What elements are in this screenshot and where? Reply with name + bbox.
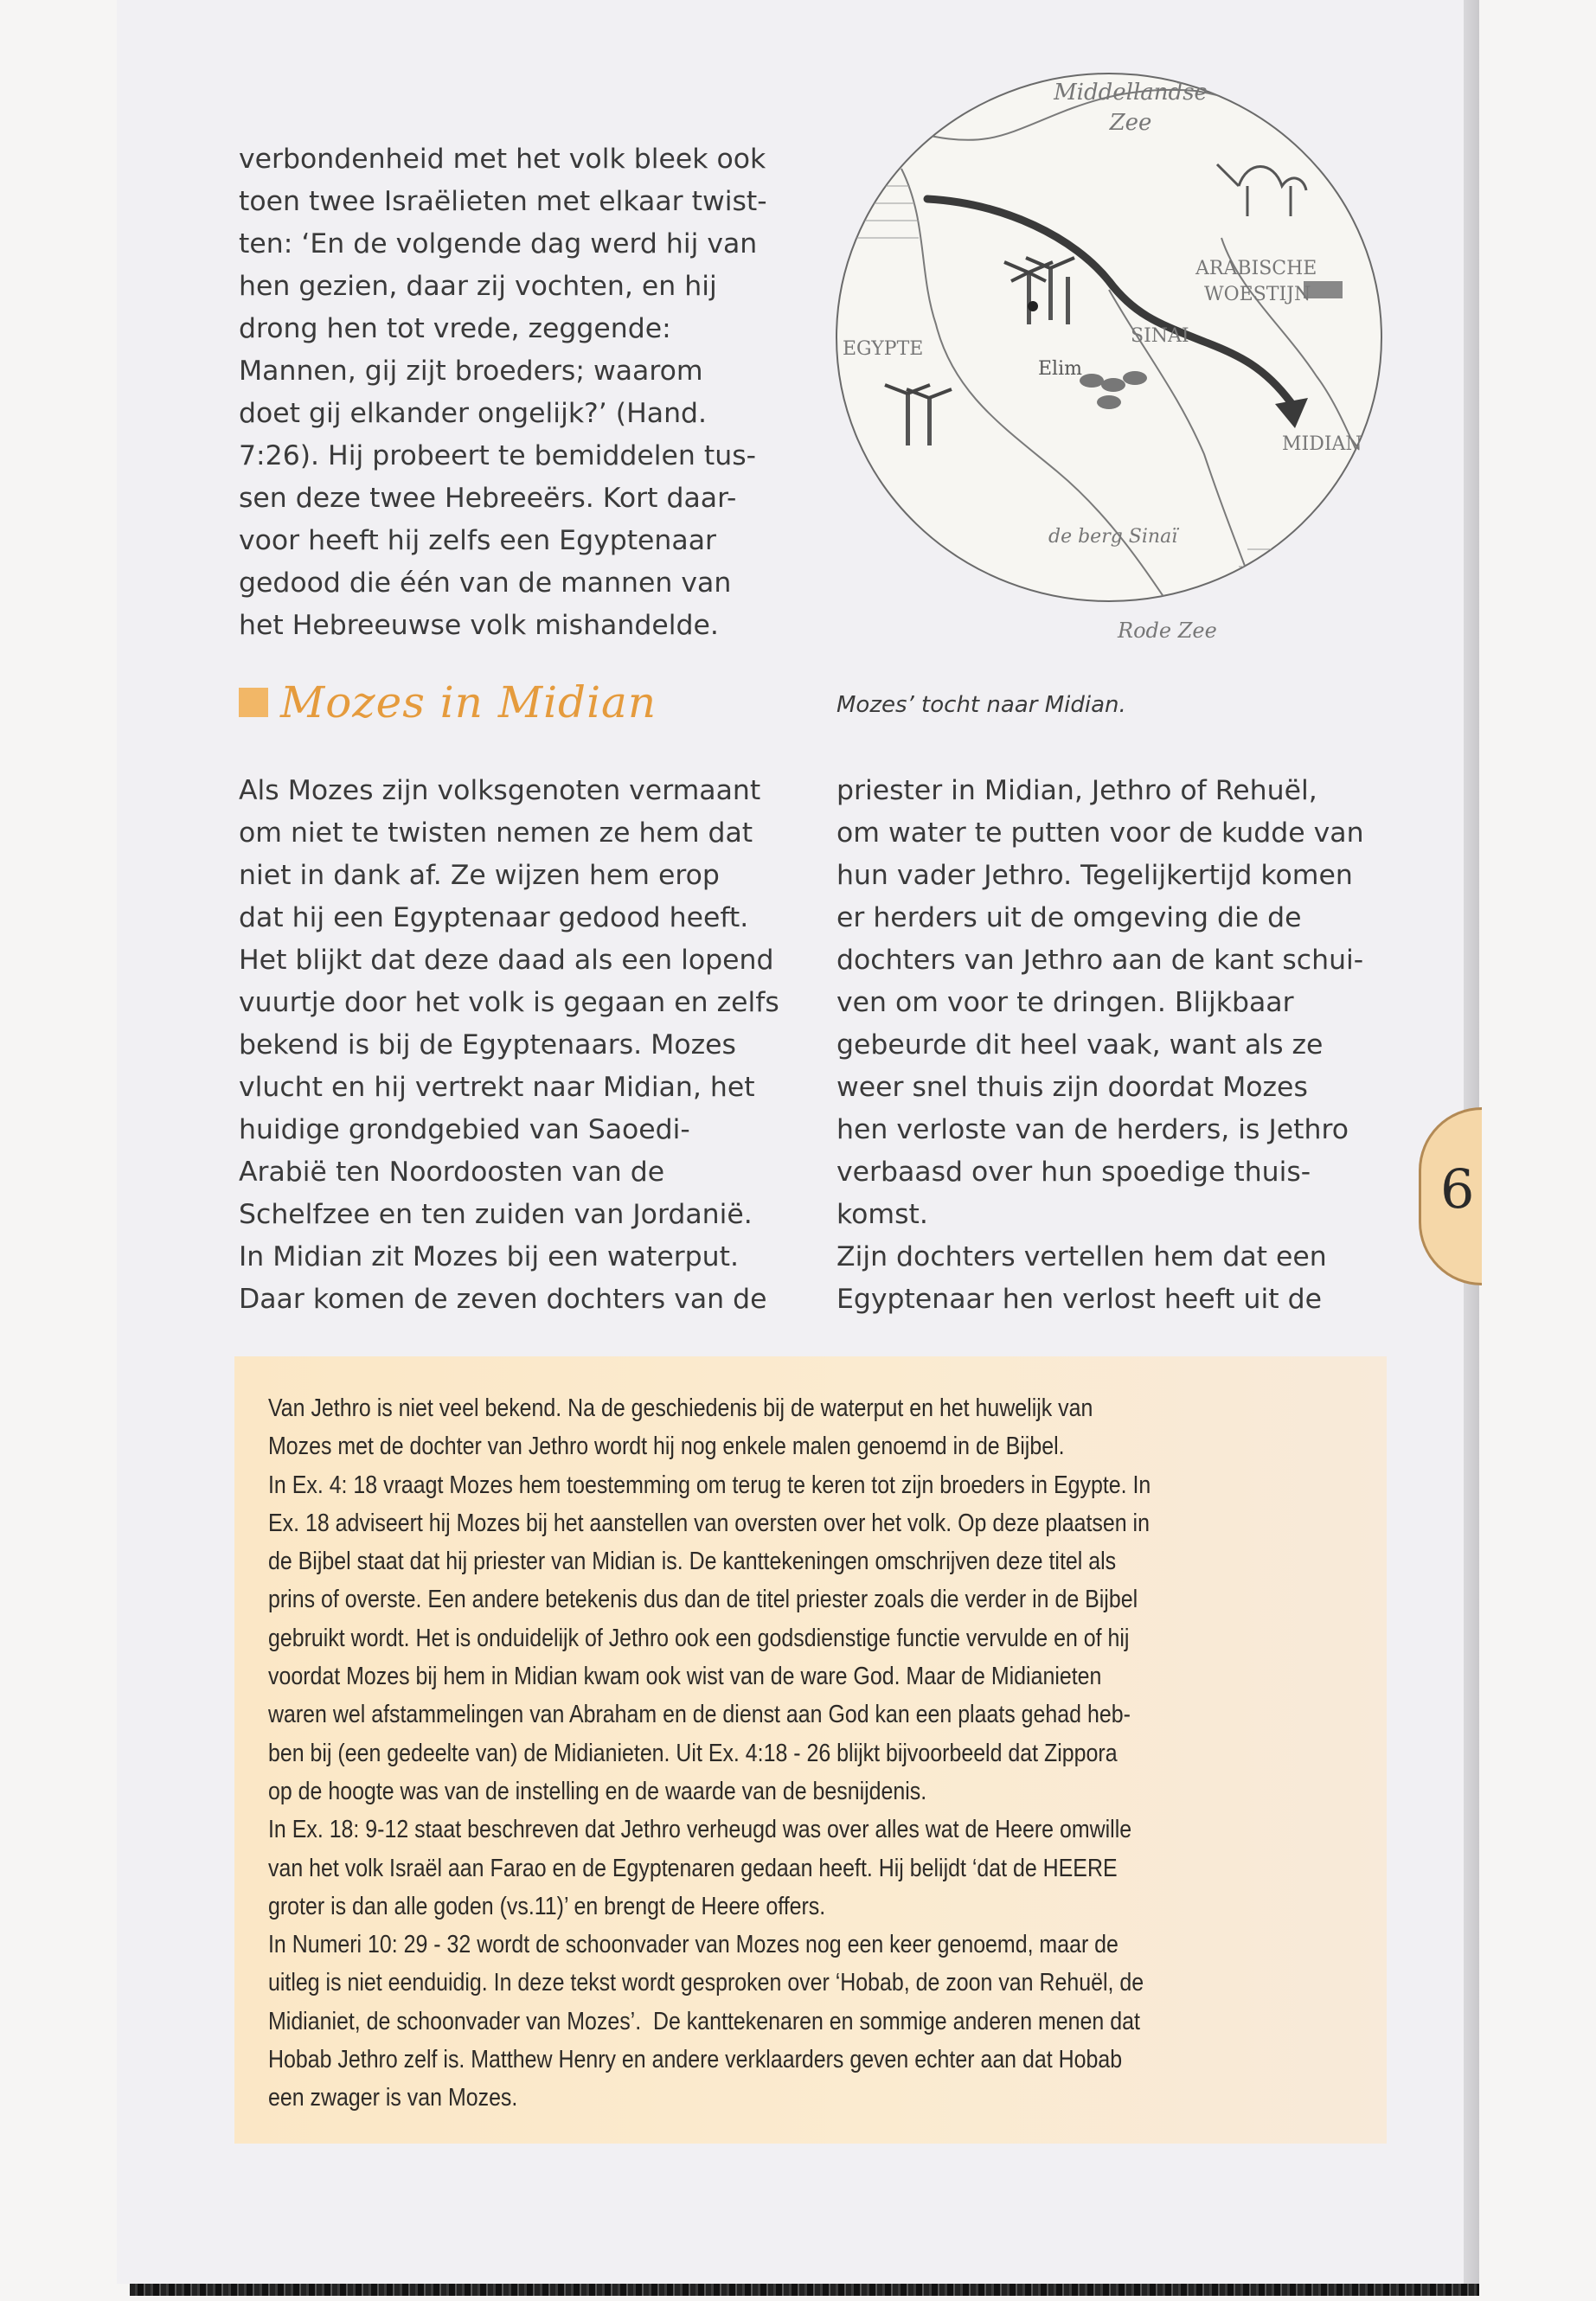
map-label-mount: de berg Sinaï <box>1048 526 1178 548</box>
left-column-text: Als Mozes zijn volksgenoten vermaant om niet te twisten nemen ze hem dat niet in dank af. Ze wijzen hem erop dat hij een Egyptenaar gedood heeft. Het blijkt dat deze daad als een lopend vuurtje door het volk is gegaan en zelfs bekend is bij de Egyptenaars. Mozes vlucht en hij vertrekt naar Midian, het huidige grondgebied van Saoedi- Arabië ten Noordoosten van de Schelfzee en ten zuiden van Jordanië. In Midian zit Mozes bij een waterput. Daar komen de zeven dochters van de <box>239 775 779 1315</box>
map-label-sinai: SINAI <box>1131 325 1189 347</box>
map-label-sea-2: Zee <box>1109 110 1152 136</box>
section-heading-text: Mozes in Midian <box>280 677 657 727</box>
map-label-egypt: EGYPTE <box>843 338 924 360</box>
page-bottom-edge <box>130 2284 1479 2296</box>
heading-square-icon <box>239 688 268 717</box>
right-column-text: priester in Midian, Jethro of Rehuël, om water te putten voor de kudde van hun vader Jethro. Tegelijkertijd komen er herders uit de omgeving die de dochters van Jethro aan de kant schui- ven om voor te dringen. Blijkbaar gebeurde dit heel vaak, want als ze weer snel thuis zijn doordat Mozes hen verloste van de herders, is Jethro verbaasd over hun spoedige thuis- komst. Zijn dochters vertellen hem dat een Egyptenaar hen verlost heeft uit de <box>836 775 1364 1315</box>
map-label-elim: Elim <box>1038 358 1082 380</box>
elim-marker <box>1028 301 1038 311</box>
map-label-sea-1: Middellandse <box>1054 80 1208 106</box>
map-caption: Mozes’ tocht naar Midian. <box>836 692 1126 718</box>
map-label-red-sea: Rode Zee <box>1118 619 1217 643</box>
map-label-midian: MIDIAN <box>1282 433 1362 455</box>
map-label-arabian-1: ARABISCHE <box>1195 258 1317 279</box>
chapter-number: 6 <box>1440 1157 1475 1221</box>
route-map <box>832 65 1386 662</box>
intro-paragraph: verbondenheid met het volk bleek ook toen twee Israëlieten met elkaar twist- ten: ‘En de volgende dag werd hij van hen gezien, daar zij vochten, en hij drong hen tot vrede, zeggende: Mannen, gij zijt broeders; waarom doet gij elkander ongelijk?’ (Hand. 7:26). Hij probeert te bemiddelen tus- sen deze twee Hebreeërs. Kort daar- voor heeft hij zelfs een Egyptenaar gedood die één van de mannen van het Hebreeuwse volk mishandelde. <box>239 144 767 641</box>
info-box-text: Van Jethro is niet veel bekend. Na de geschiedenis bij de waterput en het huwelijk van Mozes met de dochter van Jethro wordt hij nog enkele malen genoemd in de Bijbel. In Ex. 4: 18 vraagt Mozes hem toestemming om terug te keren tot zijn broeders in Egypte. In Ex. 18 adviseert hij Mozes bij het aanstellen van oversten over het volk. Op deze plaatsen in de Bijbel staat dat hij priester van Midian is. De kanttekeningen omschrijven deze titel als prins of overste. Een andere betekenis dus dan de titel priester zoals die verder in de Bijbel gebruikt wordt. Het is onduidelijk of Jethro ook een godsdienstige functie vervulde en of hij voordat Mozes bij hem in Midian kwam ook wist van de ware God. Maar de Midianieten waren wel afstammelingen van Abraham en de dienst aan God kan een plaats gehad heb- ben bij (een gedeelte van) de Midianieten. Uit Ex. 4:18 - 26 blijkt bijvoorbeeld dat Zippora op de hoogte was van de instelling en de waarde van de besnijdenis. In Ex. 18: 9-12 staat beschreven dat Jethro verheugd was over alles wat de Heere omwille van het volk Israël aan Farao en de Egyptenaren gedaan heeft. Hij belijdt ‘dat de HEERE groter is dan alle goden (vs.11)’ en brengt de Heere offers. In Numeri 10: 29 - 32 wordt de schoonvader van Mozes nog een keer genoemd, maar de uitleg is niet eenduidig. In deze tekst wordt gesproken over ‘Hobab, de zoon van Rehuël, de Midianiet, de schoonvader van Mozes’. De kanttekenaren en sommige anderen menen dat Hobab Jethro zelf is. Matthew Henry en andere verklaarders geven echter aan dat Hobab een zwager is van Mozes. <box>268 1394 1151 2112</box>
map-label-arabian-2: WOESTIJN <box>1204 284 1311 305</box>
section-heading <box>239 676 657 728</box>
